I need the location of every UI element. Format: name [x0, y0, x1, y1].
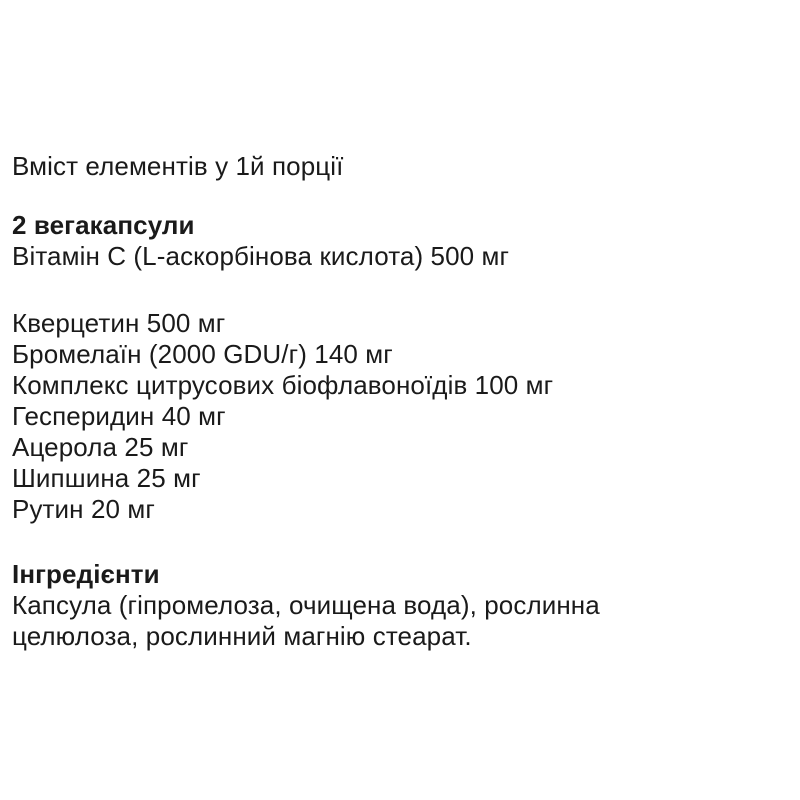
nutrient-line: Комплекс цитрусових біофлавоноїдів 100 мг [12, 370, 554, 400]
ingredients-line: Капсула (гіпромелоза, очищена вода), рослинна [12, 590, 600, 620]
supplement-facts-document [12, 151, 792, 652]
ingredients-line: целюлоза, рослинний магнію стеарат. [12, 621, 472, 651]
serving-size: 2 вегакапсули [12, 210, 195, 240]
nutrient-line: Ацерола 25 мг [12, 432, 189, 462]
serving-header: Вміст елементів у 1й порції [12, 151, 344, 181]
nutrient-line: Гесперидин 40 мг [12, 401, 226, 431]
spacer [12, 182, 792, 210]
spacer [12, 525, 792, 559]
ingredients-heading: Інгредієнти [12, 559, 160, 589]
nutrient-line: Рутин 20 мг [12, 494, 155, 524]
nutrient-line: Шипшина 25 мг [12, 463, 201, 493]
spacer [12, 272, 792, 308]
nutrient-line: Вітамін С (L-аскорбінова кислота) 500 мг [12, 241, 510, 271]
nutrient-line: Кверцетин 500 мг [12, 308, 226, 338]
nutrient-line: Бромелаїн (2000 GDU/г) 140 мг [12, 339, 393, 369]
